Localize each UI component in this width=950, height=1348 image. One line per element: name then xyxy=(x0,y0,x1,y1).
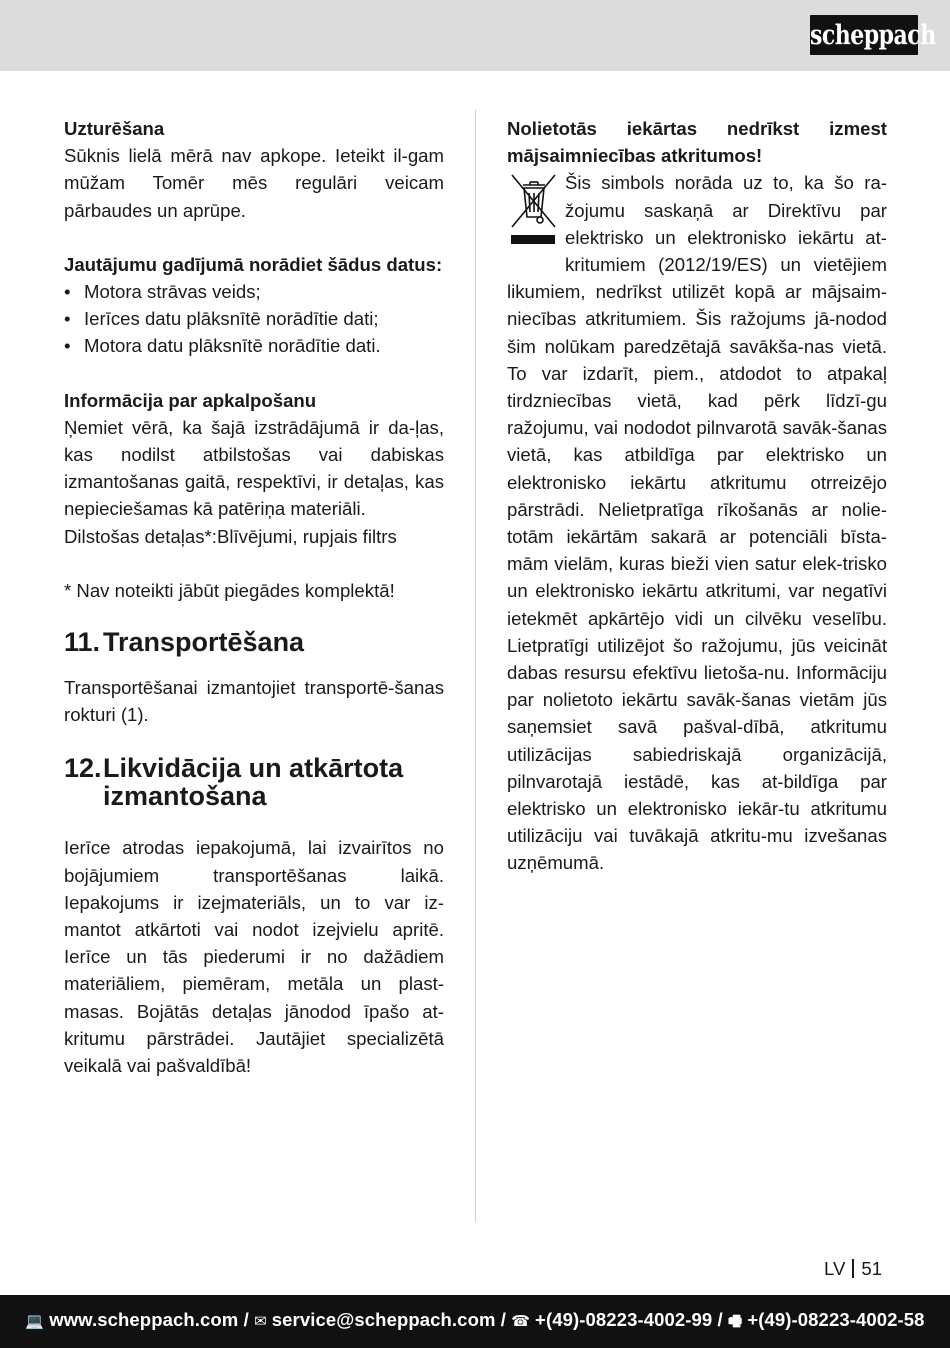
footer-website[interactable]: www.scheppach.com xyxy=(49,1309,239,1330)
crossed-out-wheelie-bin-icon xyxy=(507,171,559,251)
section-12-title: Likvidācija un atkārtota izmantošana xyxy=(103,753,404,812)
footer-phone[interactable]: +(49)-08223-4002-99 xyxy=(535,1309,713,1330)
weee-heading: Nolietotās iekārtas nedrīkst izmest mājsaimniecības atkritumos! xyxy=(507,118,887,167)
questions-heading: Jautājumu gadījumā norādiet šādus datus: xyxy=(64,253,443,275)
service-heading: Informācija par apkalpošanu xyxy=(64,389,317,411)
maintenance-text: Sūknis lielā mērā nav apkope. Ieteikt il-gam mūžam Tomēr mēs regulāri veicam pārbaudes un aprūpe. xyxy=(64,145,444,221)
envelope-icon: ✉ xyxy=(254,1313,267,1330)
left-column xyxy=(64,115,444,1079)
section-11-text: Transportēšanai izmantojiet transportē-šanas rokturi (1). xyxy=(64,677,444,726)
footer-separator: / xyxy=(238,1309,255,1330)
column-divider xyxy=(475,110,476,1222)
page-number-value: 51 xyxy=(861,1258,883,1279)
brand-logo-text: scheppach xyxy=(810,18,936,52)
wear-parts-text: Dilstošas detaļas*:Blīvējumi, rupjais filtrs xyxy=(64,525,397,547)
page-number-separator xyxy=(852,1259,854,1278)
brand-logo xyxy=(810,15,936,55)
footer-bar xyxy=(0,1295,950,1348)
page-number xyxy=(824,1255,882,1282)
service-text: Ņemiet vērā, ka šajā izstrādājumā ir da-ļas, kas nodilst atbilstošas vai dabiskas izmantošanas gaitā, respektīvi, ir detaļas, kas nepieciešamas kā patēriņa materiāli. xyxy=(64,416,444,520)
list-item: • Motora datu plāksnītē norādītie dati. xyxy=(64,332,444,359)
list-item: • Ierīces datu plāksnītē norādītie dati; xyxy=(64,305,444,332)
section-11-number: 11. xyxy=(64,627,101,658)
computer-icon: 💻 xyxy=(25,1313,45,1330)
section-11-title: Transportēšana xyxy=(103,627,305,658)
section-11-heading xyxy=(64,628,444,656)
section-12-number: 12. xyxy=(64,753,102,784)
footer-fax: +(49)-08223-4002-58 xyxy=(747,1309,925,1330)
header-band xyxy=(0,0,950,71)
footer-separator: / xyxy=(495,1309,512,1330)
weee-block xyxy=(507,169,887,876)
page-language: LV xyxy=(824,1258,846,1279)
maintenance-heading: Uzturēšana xyxy=(64,118,165,139)
list-item: • Motora strāvas veids; xyxy=(64,278,444,305)
footer-separator: / xyxy=(712,1309,729,1330)
section-12-heading xyxy=(64,754,444,810)
footer-email[interactable]: service@scheppach.com xyxy=(271,1309,496,1330)
footnote-text: * Nav noteikti jābūt piegādes komplektā! xyxy=(64,579,395,601)
fax-icon: 🖷 xyxy=(728,1313,743,1330)
phone-icon: ☎ xyxy=(511,1313,531,1330)
section-12-text: Ierīce atrodas iepakojumā, lai izvairītos no bojājumiem transportēšanas laikā. Iepakojums ir izejmateriāls, un to var iz-mantot atkārtoti vai nodot izejvielu apritē. Ierīce un tās piederumi ir no dažādiem materiāliem, piemēram, metāla un plast-masas. Bojātās detaļas jānodod īpašo at-kritumu pārstrādei. Jautājiet specializētā veikalā vai pašvaldībā! xyxy=(64,837,444,1077)
right-column xyxy=(507,115,887,877)
weee-text: Šis simbols norāda uz to, ka šo ra-žojumu saskaņā ar Direktīvu par elektrisko un elektronisko iekārtu at-kritumiem (2012/19/ES) un vietējiem likumiem, nedrīkst utilizēt kopā ar mājsaim-niecības atkritumiem. Šis ražojums jā-nodod šim nolūkam paredzētajā savākša-nas vietā. To var izdarīt, piem., atdodot to atpakaļ tirdzniecības vietā, kad pērk līdzī-gu ražojumu, vai nododot pilnvarotā savāk-šanas vietā, kas atbildīga par elektrisko un elektronisko iekārtu atkritumu otrreizējo pārstrādi. Nelietpratīga rīkošanās ar nolie-totām iekārtām sakarā ar potenciāli bīsta-mām vielām, kuras bieži vien satur elek-trisko un elektronisko iekārtu atkritumi, var negatīvi ietekmēt apkārtējo vidi un cilvēku veselību. Lietpratīgi utilizējot šo ražojumu, jūs veicināt dabas resursu efektīvu lietoša-nu. Informāciju par nolietoto iekārtu savāk-šanas vietām jūs saņemsiet savā pašval-dībā, atkritumu utilizācijas sabiedriskajā organizācijā, pilnvarotajā iestādē, kas at-bildīga par elektrisko un elektronisko iekār-tu atkritumu utilizāciju vai tuvākajā atkritu-mu izvešanas uzņēmumā. xyxy=(507,172,887,874)
questions-list xyxy=(64,278,444,360)
